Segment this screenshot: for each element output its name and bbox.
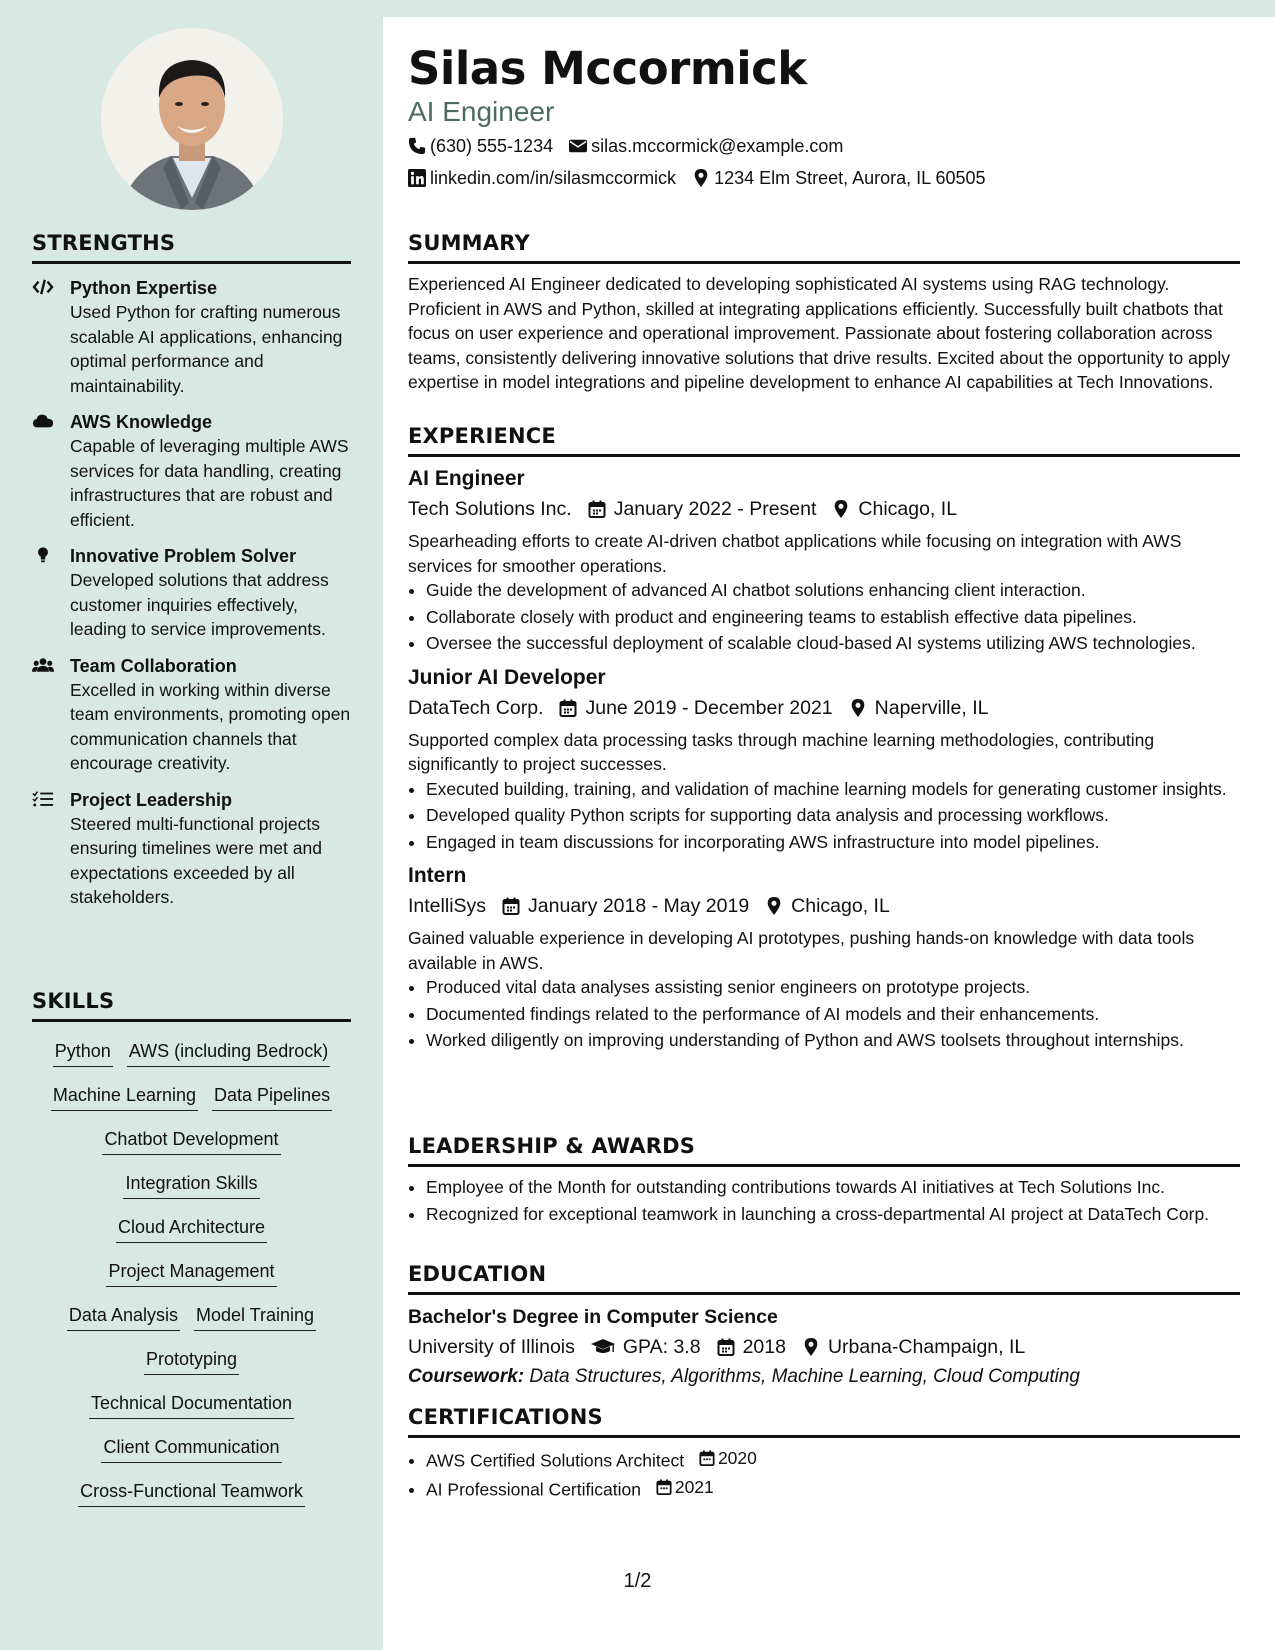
- cloud-icon: [32, 410, 70, 532]
- calendar-icon: [559, 699, 577, 717]
- skill-tag: Client Communication: [101, 1436, 281, 1463]
- candidate-role: AI Engineer: [408, 96, 555, 127]
- company-name: DataTech Corp.: [408, 696, 544, 719]
- strength-title: Project Leadership: [70, 789, 233, 810]
- phone-icon: [408, 137, 426, 155]
- coursework-text: Data Structures, Algorithms, Machine Learning, Cloud Computing: [529, 1366, 1080, 1387]
- section-title: LEADERSHIP & AWARDS: [408, 1133, 1240, 1167]
- dates-text: June 2019 - December 2021: [585, 696, 833, 719]
- certifications-list: [408, 1446, 1240, 1502]
- contact-row: [408, 135, 859, 157]
- job-entry: [408, 862, 1240, 1053]
- strength-title: Team Collaboration: [70, 655, 237, 676]
- job-location: [849, 694, 989, 722]
- phone-contact[interactable]: [408, 135, 553, 157]
- certifications-section: [408, 1404, 1240, 1504]
- job-entry: [408, 664, 1240, 855]
- list-check-icon: [32, 788, 70, 910]
- cert-year-text: 2020: [717, 1448, 757, 1468]
- phone-text: (630) 555-1234: [430, 136, 554, 156]
- dates-text: January 2018 - May 2019: [528, 895, 750, 917]
- strength-description: Steered multi-functional projects ensuring timelines were met and expectations exceeded by all stakeholders.: [70, 813, 322, 907]
- job-description: Supported complex data processing tasks through machine learning methodologies, contributing significantly to project successes.: [408, 729, 1155, 774]
- list-item: • Recognized for exceptional teamwork in launching a cross-departmental AI project at DataTech Corp.: [426, 1202, 1240, 1227]
- strengths-section: [32, 230, 351, 922]
- list-item: • Executed building, training, and validation of machine learning models for generating customer insights.: [426, 777, 1240, 802]
- strength-description: Excelled in working within diverse team environments, promoting open communication channels that encourage creativity.: [70, 679, 351, 773]
- linkedin-text: linkedin.com/in/silasmccormick: [430, 168, 677, 188]
- job-dates: [502, 892, 749, 920]
- section-title: SUMMARY: [408, 230, 1240, 264]
- candidate-name: Silas Mccormick: [408, 42, 807, 95]
- list-item: • Developed quality Python scripts for supporting data analysis and processing workflows.: [426, 803, 1240, 828]
- job-entry: [408, 465, 1240, 656]
- map-pin-icon: [802, 1338, 820, 1356]
- strength-item: [32, 276, 351, 398]
- job-description: Gained valuable experience in developing AI prototypes, pushing hands-on knowledge with data tools available in AWS.: [408, 928, 1195, 973]
- gpa: [591, 1333, 701, 1361]
- strength-title: Python Expertise: [70, 278, 218, 298]
- skill-tag: Cloud Architecture: [116, 1216, 267, 1243]
- education-section: [408, 1261, 1240, 1391]
- strength-title: AWS Knowledge: [70, 412, 213, 432]
- address-text: 1234 Elm Street, Aurora, IL 60505: [714, 168, 986, 188]
- company-name: IntelliSys: [408, 895, 487, 917]
- skill-tag: Chatbot Development: [102, 1128, 280, 1155]
- linkedin-icon: [408, 169, 426, 187]
- contact-row: [408, 167, 1002, 189]
- list-item: [426, 1475, 1240, 1502]
- skill-tag: Cross-Functional Teamwork: [78, 1480, 305, 1507]
- skill-tag: Technical Documentation: [89, 1392, 294, 1419]
- job-title: Intern: [408, 864, 467, 887]
- skill-tag: Data Analysis: [67, 1304, 180, 1331]
- strength-description: Capable of leveraging multiple AWS services for data handling, creating infrastructures that are robust and efficient.: [70, 436, 349, 530]
- dates-text: January 2022 - Present: [613, 498, 817, 520]
- cert-year-text: 2021: [674, 1476, 714, 1497]
- profile-photo: [101, 28, 283, 210]
- job-dates: [559, 694, 832, 722]
- summary-text: Experienced AI Engineer dedicated to developing sophisticated AI systems using RAG technology. Proficient in AWS and Python, skilled at integrating applications efficiently. Successfully built chatbots that focus on user experience and operational improvement. Passionate about fostering collaboration across teams, consistently delivering innovative solutions that drive results. Excited about the opportunity to apply expertise in model integrations and pipeline development to enhance AI capabilities at Tech Innovations.: [408, 274, 1230, 392]
- education-location: [802, 1333, 1025, 1361]
- cert-year: [656, 1475, 714, 1500]
- list-item: • Documented findings related to the performance of AI models and their enhancements.: [426, 1002, 1240, 1027]
- skill-tag: Machine Learning: [51, 1084, 198, 1111]
- calendar-icon: [502, 897, 520, 915]
- job-meta: [408, 892, 1240, 920]
- skill-tag: Prototyping: [144, 1348, 239, 1375]
- summary-section: [408, 230, 1240, 395]
- code-icon: [32, 276, 70, 398]
- skill-tag: AWS (including Bedrock): [127, 1040, 330, 1067]
- strength-item: [32, 410, 351, 532]
- skills-list: [32, 1034, 351, 1518]
- calendar-icon: [717, 1338, 735, 1356]
- job-meta: [408, 495, 1240, 523]
- strength-item: [32, 788, 351, 910]
- education-meta: [408, 1333, 1240, 1361]
- strength-item: [32, 654, 351, 776]
- map-pin-icon: [692, 169, 710, 187]
- location-text: Naperville, IL: [874, 696, 989, 719]
- graduation-year: [717, 1333, 786, 1361]
- main-content: [383, 17, 1275, 1650]
- list-item: • Engaged in team discussions for incorporating AWS infrastructure into model pipelines.: [426, 830, 1240, 855]
- list-item: • Oversee the successful deployment of scalable cloud-based AI systems utilizing AWS technologies.: [426, 631, 1240, 656]
- graduation-cap-icon: [591, 1338, 615, 1356]
- job-bullets: [408, 975, 1240, 1053]
- awards-list: [408, 1175, 1240, 1226]
- leadership-section: [408, 1133, 1240, 1228]
- location-text: Urbana-Champaign, IL: [827, 1336, 1026, 1358]
- job-bullets: [408, 777, 1240, 855]
- address-contact: [692, 167, 986, 189]
- coursework: [408, 1363, 1240, 1391]
- job-location: [765, 892, 890, 920]
- job-bullets: [408, 578, 1240, 656]
- school-name: [408, 1333, 575, 1361]
- strength-description: Used Python for crafting numerous scalable AI applications, enhancing optimal performance and maintainability.: [70, 302, 343, 396]
- list-item: [426, 1446, 1240, 1473]
- lightbulb-icon: [32, 544, 70, 642]
- strength-title: Innovative Problem Solver: [70, 546, 297, 566]
- location-text: Chicago, IL: [791, 895, 890, 917]
- calendar-icon: [656, 1479, 672, 1495]
- list-item: • Guide the development of advanced AI chatbot solutions enhancing client interaction.: [426, 578, 1240, 603]
- company-name: Tech Solutions Inc.: [408, 498, 572, 520]
- linkedin-contact[interactable]: [408, 167, 676, 189]
- gpa-text: GPA: 3.8: [622, 1336, 701, 1358]
- cert-year: [699, 1446, 757, 1471]
- section-title: EXPERIENCE: [408, 423, 1240, 457]
- calendar-icon: [699, 1450, 715, 1466]
- skill-tag: Project Management: [106, 1260, 276, 1287]
- degree-title: Bachelor's Degree in Computer Science: [408, 1306, 778, 1328]
- strength-description: Developed solutions that address customer inquiries effectively, leading to service improvements.: [70, 570, 329, 639]
- list-item: • Collaborate closely with product and engineering teams to establish effective data pipelines.: [426, 605, 1240, 630]
- users-icon: [32, 654, 70, 776]
- sidebar: [0, 0, 383, 1650]
- section-title: CERTIFICATIONS: [408, 1404, 1240, 1438]
- page-number: 1/2: [623, 1570, 652, 1592]
- strength-item: [32, 544, 351, 642]
- year-text: 2018: [742, 1336, 786, 1358]
- job-meta: [408, 694, 1240, 722]
- job-description: Spearheading efforts to create AI-driven chatbot applications while focusing on integration with AWS services for smoother operations.: [408, 531, 1182, 576]
- skill-tag: Data Pipelines: [212, 1084, 332, 1111]
- location-text: Chicago, IL: [858, 498, 958, 520]
- job-dates: [588, 495, 817, 523]
- skill-tag: Python: [53, 1040, 113, 1067]
- map-pin-icon: [832, 500, 850, 518]
- job-title: Junior AI Developer: [408, 665, 606, 689]
- cert-name: AI Professional Certification: [426, 1479, 641, 1499]
- calendar-icon: [588, 500, 606, 518]
- skills-section: [32, 988, 351, 1518]
- list-item: • Produced vital data analyses assisting senior engineers on prototype projects.: [426, 975, 1240, 1000]
- envelope-icon: [569, 137, 587, 155]
- skill-tag: Integration Skills: [123, 1172, 259, 1199]
- experience-section: [408, 423, 1240, 1055]
- list-item: • Worked diligently on improving understanding of Python and AWS toolsets throughout internships.: [426, 1028, 1240, 1053]
- section-title: STRENGTHS: [32, 230, 351, 264]
- list-item: • Employee of the Month for outstanding contributions towards AI initiatives at Tech Solutions Inc.: [426, 1175, 1240, 1200]
- section-title: SKILLS: [32, 988, 351, 1022]
- job-location: [832, 495, 957, 523]
- email-text: silas.mccormick@example.com: [591, 136, 844, 156]
- cert-name: AWS Certified Solutions Architect: [426, 1450, 685, 1471]
- email-contact[interactable]: [569, 135, 843, 157]
- skill-tag: Model Training: [194, 1304, 316, 1331]
- map-pin-icon: [765, 897, 783, 915]
- map-pin-icon: [849, 699, 867, 717]
- coursework-label: Coursework:: [408, 1366, 525, 1387]
- school-text: University of Illinois: [408, 1336, 575, 1358]
- job-title: AI Engineer: [408, 467, 525, 490]
- section-title: EDUCATION: [408, 1261, 1240, 1295]
